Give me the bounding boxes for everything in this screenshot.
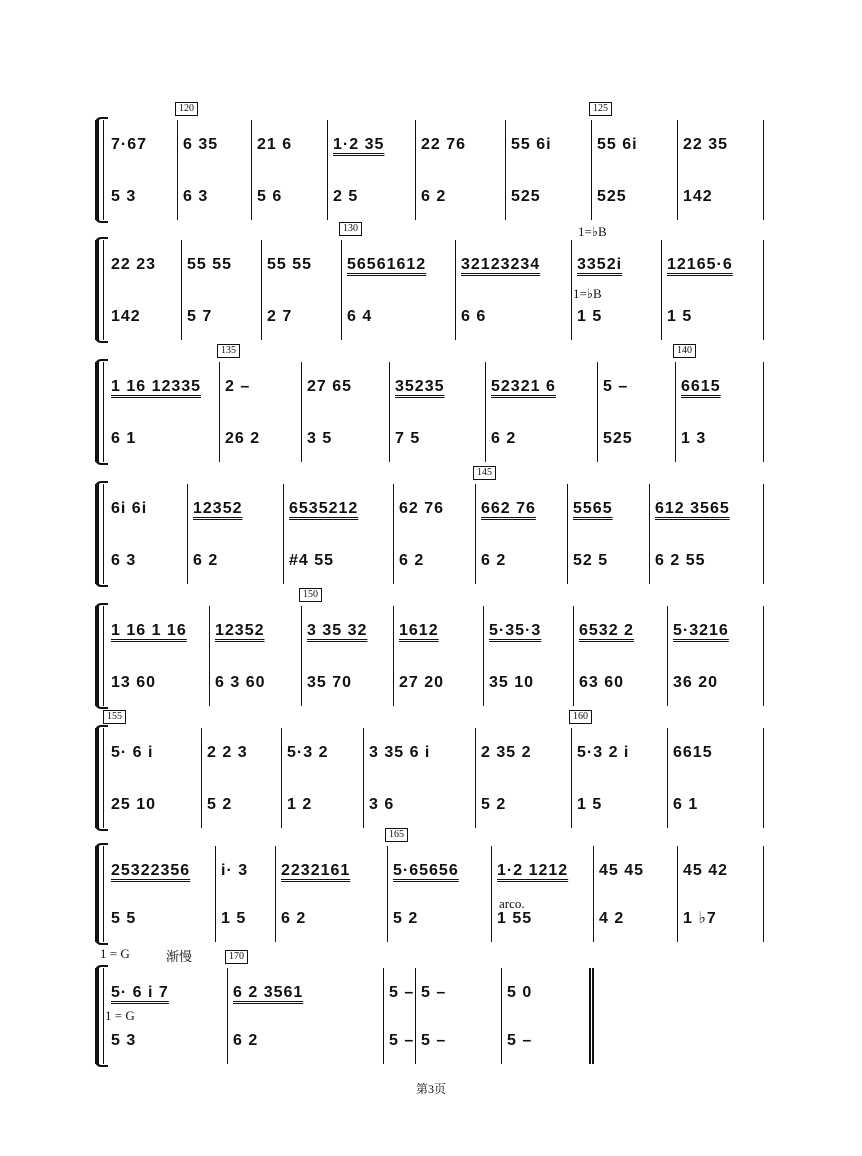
measure: 2232161 6 2 [275,846,388,942]
score-system-2 [95,223,767,340]
measure-number: 155 [103,710,126,724]
measure: 5 – 5 – [383,968,416,1064]
key-signature-annotation: 1 = G [105,1008,135,1023]
measure: 140 6615 1 3 [675,362,764,462]
measure: 32123234 6 6 [455,240,572,340]
final-measure: 5 0 5 – [501,968,594,1064]
measure: 35235 7 5 [389,362,486,462]
key-signature-annotation: 1=♭B [578,224,607,239]
measure: 130 56561612 6 4 [341,240,456,340]
measure-number: 130 [339,222,362,236]
measure: 45 45 4 2 [593,846,678,942]
measure: 52321 6 6 2 [485,362,598,462]
measure: 12165·6 1 5 [661,240,764,340]
measure: 45 42 1 ♭7 [677,846,764,942]
measure: 1·2 35 2 5 [327,120,416,220]
measure: 5·3 2 1 2 [281,728,364,828]
measure: 21 6 5 6 [251,120,328,220]
measure: 22 35 142 [677,120,764,220]
measure: 1·2 1212 1 55 arco. [491,846,594,942]
measure: 5 – 525 [597,362,676,462]
measure: 5 – 5 – [415,968,502,1064]
score-system-7 [95,829,767,942]
measure: 5565 52 5 [567,484,650,584]
measure: 55 55 5 7 [181,240,262,340]
measure: 145 662 76 6 2 [475,484,568,584]
measure: 7·67 5 3 [105,120,178,220]
measure: 120 6 35 6 3 [177,120,252,220]
measure: 12352 6 3 60 [209,606,302,706]
score-system-5 [95,589,767,706]
measure-number: 120 [175,102,198,116]
measure: 1612 27 20 [393,606,484,706]
key-signature-annotation: 1=♭B [573,286,602,301]
measure: 125 55 6i 525 [591,120,678,220]
measure: 155 5· 6 i 25 10 [105,728,202,828]
measure: 150 3 35 32 35 70 [301,606,394,706]
measure-number: 140 [673,344,696,358]
measure-number: 170 [225,950,248,964]
measure: 6i 6i 6 3 [105,484,188,584]
score-system-4 [95,467,767,584]
measure: 6535212 #4 55 [283,484,394,584]
measure: 3352i 1 5 1=♭B [571,240,662,340]
measure-number: 160 [569,710,592,724]
measure: 1 16 1 16 13 60 [105,606,210,706]
measure-number: 135 [217,344,240,358]
score-system-6 [95,711,767,828]
measure-number: 145 [473,466,496,480]
measure: 3 35 6 i 3 6 [363,728,476,828]
measure: 6532 2 63 60 [573,606,668,706]
measure: 160 5·3 2 i 1 5 [571,728,668,828]
measure-number: 125 [589,102,612,116]
measure: 62 76 6 2 [393,484,476,584]
measure: 170 6 2 3561 6 2 [227,968,384,1064]
measure: 5·35·3 35 10 [483,606,574,706]
measure: 612 3565 6 2 55 [649,484,764,584]
score-system-1 [95,103,767,220]
arco-marking: arco. [499,896,525,911]
measure: 165 5·65656 5 2 [387,846,492,942]
measure: 1 16 12335 6 1 [105,362,220,462]
measure: 5·3216 36 20 [667,606,764,706]
measure: 55 6i 525 [505,120,592,220]
key-signature-annotation: 1 = G [100,946,130,961]
tempo-marking: 渐慢 [166,949,193,964]
page-number: 第3页 [415,1082,446,1096]
measure: 5· 6 i 7 5 3 1 = G [105,968,228,1064]
measure-number: 150 [299,588,322,602]
measure: 55 55 2 7 [261,240,342,340]
measure: 22 23 142 [105,240,182,340]
score-system-3 [95,345,767,462]
measure: 27 65 3 5 [301,362,390,462]
measure: 22 76 6 2 [415,120,506,220]
measure: 25322356 5 5 [105,846,216,942]
measure: i· 3 1 5 [215,846,276,942]
measure: 135 2 – 26 2 [219,362,302,462]
measure: 12352 6 2 [187,484,284,584]
measure-number: 165 [385,828,408,842]
measure: 6615 6 1 [667,728,764,828]
measure: 2 2 3 5 2 [201,728,282,828]
measure: 2 35 2 5 2 [475,728,572,828]
